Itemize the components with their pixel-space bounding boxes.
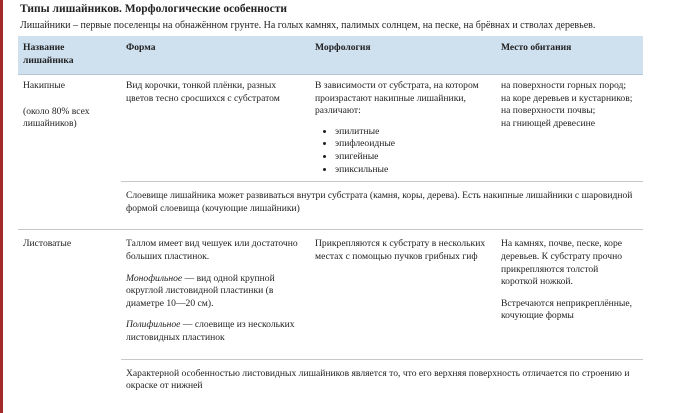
list-item: • эпилитные: [335, 126, 490, 139]
header-form: Форма: [121, 36, 310, 75]
cell-morphology: [310, 230, 496, 359]
row-note: Слоевище лишайника может развиваться внутри субстрата (камня, коры, дерева). Есть накипные лишайники с шаровидной формой слоевища (кочующие лишайники): [121, 182, 643, 230]
form-text: Вид корочки, тонкой плёнки, разных цветов тесно сросшихся с субстратом: [126, 80, 280, 104]
habitat-line: на гниющей древесине: [501, 117, 596, 129]
morphology-text: Прикрепляются к субстрату в нескольких местах с помощью пучков грибных гиф: [315, 238, 486, 262]
page-title: Типы лишайников. Морфологические особенности: [20, 3, 288, 15]
cell-name: [18, 75, 121, 230]
cell-habitat: [496, 75, 643, 182]
cell-morphology: [310, 75, 496, 182]
lichen-types-table: [18, 36, 643, 407]
habitat-line: на коре деревьев и кустарников;: [501, 92, 633, 104]
habitat-line: на поверхности горных пород;: [501, 80, 627, 91]
header-morphology: Морфология: [310, 36, 496, 75]
left-accent-rule: [0, 0, 3, 413]
morphology-list: [315, 126, 490, 176]
header-name: Название лишайника: [18, 36, 121, 75]
morphology-text: В зависимости от субстрата, на котором произрастают накипные лишайники, различают:: [315, 80, 479, 117]
form-term: Полифильное: [126, 319, 181, 331]
list-item: • эпигейные: [335, 151, 490, 164]
cell-habitat: [496, 230, 643, 359]
article: [18, 0, 663, 407]
cell-form: [121, 230, 310, 359]
intro-paragraph: Лишайники – первые поселенцы на обнажённом грунте. На голых камнях, палимых солнцем, на песке, на брёвнах и стволах деревьев.: [20, 20, 596, 31]
lichen-name-note: (около 80% всех лишайников): [23, 105, 90, 130]
form-term-text: — слоевище из нескольких листовидных пластинок: [126, 319, 295, 343]
form-paragraph: [126, 319, 304, 344]
form-term: Монофильное: [126, 272, 183, 284]
list-item: • эпифлеоидные: [335, 138, 490, 151]
table-header-row: [18, 36, 643, 75]
habitat-paragraph: Встречаются неприкреплённые, кочующие формы: [501, 297, 633, 322]
form-term-text: — вид одной крупной округлой листовидной пластинки (в диаметре 10—20 см).: [126, 272, 275, 309]
header-habitat: Место обитания: [496, 36, 643, 75]
table-row: [18, 75, 643, 182]
form-paragraph: [126, 273, 304, 311]
lichen-name: Накипные: [23, 80, 65, 91]
lichen-name: Листоватые: [23, 238, 72, 250]
table-row: [18, 230, 643, 359]
habitat-paragraph: На камнях, почве, песке, коре деревьев. К субстрату прочно прикрепляются толстой короткой ножкой.: [501, 238, 623, 288]
habitat-line: на поверхности почвы;: [501, 105, 596, 117]
cell-name: [18, 230, 121, 407]
list-item: • эпиксильные: [335, 164, 490, 177]
cell-form: [121, 75, 310, 182]
row-note: Характерной особенностью листовидных лишайников является то, что его верхняя поверхность отличается по строению и окраске от нижней: [121, 359, 643, 407]
form-paragraph: Таллом имеет вид чешуек или достаточно больших пластинок.: [126, 238, 298, 262]
